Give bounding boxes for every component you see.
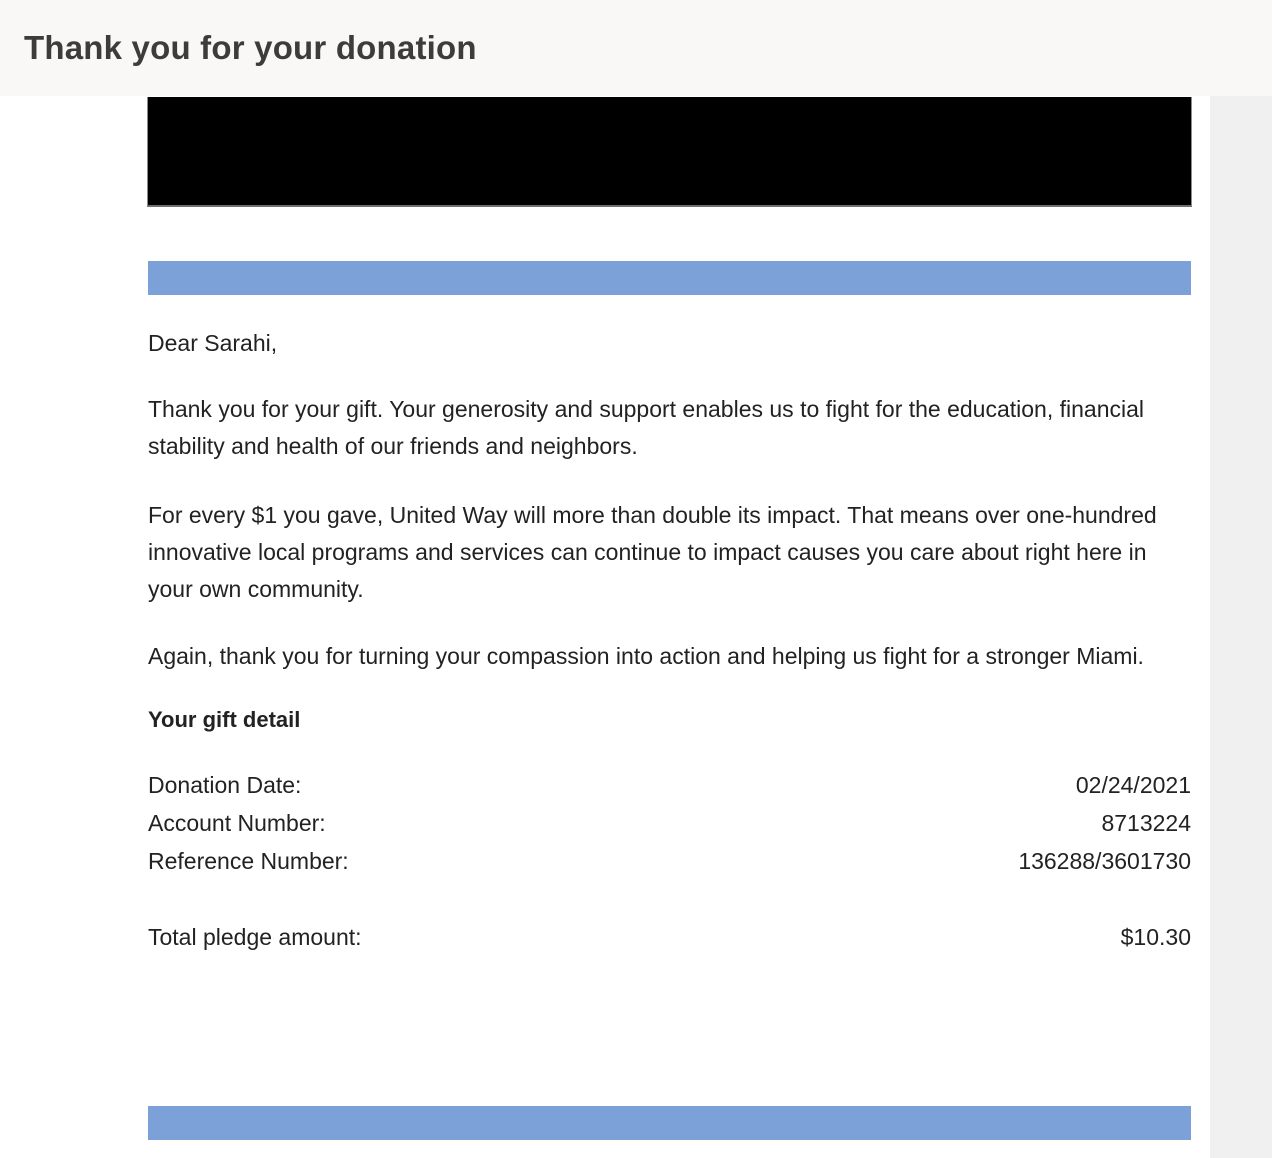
letter-text <box>148 325 1191 956</box>
email-banner-image <box>147 97 1192 207</box>
reference-number-value: 136288/3601730 <box>1018 848 1191 874</box>
gift-detail-table <box>148 766 1191 956</box>
email-message-body <box>0 96 1210 1158</box>
table-row-donation-date <box>148 766 1191 804</box>
gift-detail-heading: Your gift detail <box>148 707 301 732</box>
table-row-total-pledge <box>148 918 1191 956</box>
account-number-label: Account Number: <box>148 810 326 836</box>
donation-date-label: Donation Date: <box>148 772 302 798</box>
reference-number-label: Reference Number: <box>148 848 349 874</box>
email-subject-title: Thank you for your donation <box>24 29 477 66</box>
email-content-column <box>147 97 1192 1140</box>
paragraph-closing: Again, thank you for turning your compassion into action and helping us fight for a stronger Miami. <box>148 643 1144 669</box>
top-divider-bar <box>148 261 1191 295</box>
paragraph-thank-you: Thank you for your gift. Your generosity and support enables us to fight for the education, financial stability and health of our friends and neighbors. <box>148 396 1145 459</box>
subject-header-bar <box>0 0 1272 96</box>
greeting-line: Dear Sarahi, <box>148 330 278 356</box>
donation-date-value: 02/24/2021 <box>1075 772 1191 798</box>
table-row-account-number <box>148 804 1191 842</box>
paragraph-impact: For every $1 you gave, United Way will more than double its impact. That means over one-hundred innovative local programs and services can continue to impact causes you care about right here in your own community. <box>148 502 1157 602</box>
scrollbar-gutter <box>1210 96 1272 1158</box>
account-number-value: 8713224 <box>1101 810 1191 836</box>
table-row-reference-number <box>148 842 1191 880</box>
bottom-divider-bar <box>148 1106 1191 1140</box>
total-pledge-label: Total pledge amount: <box>148 924 362 950</box>
total-pledge-value: $10.30 <box>1120 924 1191 950</box>
